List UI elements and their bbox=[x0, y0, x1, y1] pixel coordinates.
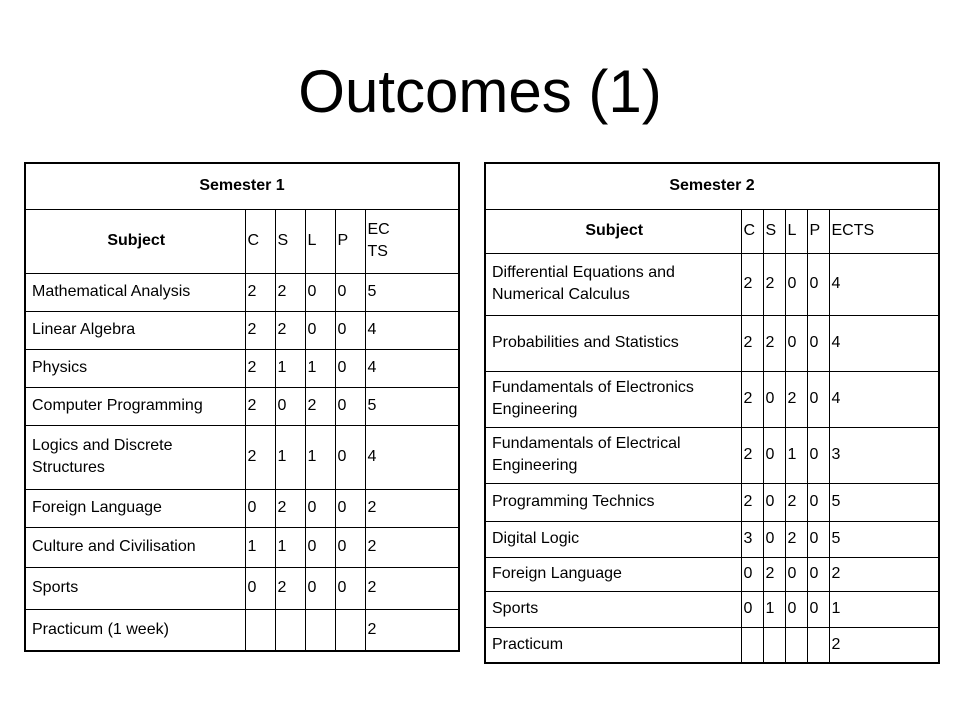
p-cell: 0 bbox=[335, 311, 365, 349]
table-row bbox=[485, 557, 939, 591]
c-cell: 0 bbox=[741, 591, 763, 627]
c-cell bbox=[245, 609, 275, 651]
ects-cell: 3 bbox=[829, 427, 939, 483]
s-cell: 1 bbox=[275, 527, 305, 567]
p-cell: 0 bbox=[807, 253, 829, 315]
table-row bbox=[25, 387, 459, 425]
s-cell: 0 bbox=[763, 371, 785, 427]
ects-cell: 2 bbox=[365, 489, 459, 527]
table-row bbox=[485, 627, 939, 663]
l-cell: 2 bbox=[785, 483, 807, 521]
table-row bbox=[25, 609, 459, 651]
column-header-l: L bbox=[785, 209, 807, 253]
subject-cell: Physics bbox=[25, 349, 245, 387]
subject-cell: Sports bbox=[25, 567, 245, 609]
s-cell: 0 bbox=[275, 387, 305, 425]
s-cell: 2 bbox=[763, 315, 785, 371]
ects-cell: 5 bbox=[829, 521, 939, 557]
p-cell: 0 bbox=[335, 527, 365, 567]
c-cell: 2 bbox=[741, 253, 763, 315]
ects-cell: 4 bbox=[829, 315, 939, 371]
subject-cell: Computer Programming bbox=[25, 387, 245, 425]
c-cell: 2 bbox=[245, 311, 275, 349]
table-row bbox=[25, 311, 459, 349]
c-cell: 2 bbox=[741, 315, 763, 371]
ects-cell: 5 bbox=[365, 387, 459, 425]
l-cell: 0 bbox=[785, 591, 807, 627]
p-cell: 0 bbox=[335, 567, 365, 609]
subject-cell: Programming Technics bbox=[485, 483, 741, 521]
ects-cell: 2 bbox=[829, 627, 939, 663]
c-cell: 0 bbox=[245, 567, 275, 609]
semester-1-table bbox=[24, 162, 460, 652]
table-row bbox=[485, 591, 939, 627]
s-cell: 0 bbox=[763, 521, 785, 557]
p-cell bbox=[335, 609, 365, 651]
l-cell: 1 bbox=[785, 427, 807, 483]
c-cell: 0 bbox=[245, 489, 275, 527]
p-cell: 0 bbox=[335, 273, 365, 311]
ects-cell: 4 bbox=[365, 311, 459, 349]
s-cell: 2 bbox=[275, 311, 305, 349]
s-cell: 2 bbox=[275, 567, 305, 609]
c-cell: 2 bbox=[741, 371, 763, 427]
p-cell: 0 bbox=[807, 315, 829, 371]
c-cell: 3 bbox=[741, 521, 763, 557]
s-cell bbox=[275, 609, 305, 651]
ects-cell: 2 bbox=[365, 527, 459, 567]
column-header-l: L bbox=[305, 209, 335, 273]
ects-cell: 4 bbox=[829, 371, 939, 427]
subject-cell: Probabilities and Statistics bbox=[485, 315, 741, 371]
subject-cell: Fundamentals of Electronics Engineering bbox=[485, 371, 741, 427]
semester-2-heading: Semester 2 bbox=[485, 163, 939, 209]
column-header-ects bbox=[365, 209, 459, 273]
p-cell: 0 bbox=[335, 489, 365, 527]
s-cell: 1 bbox=[275, 349, 305, 387]
table-row bbox=[485, 253, 939, 315]
p-cell: 0 bbox=[807, 371, 829, 427]
semester-1-heading: Semester 1 bbox=[25, 163, 459, 209]
l-cell: 0 bbox=[305, 311, 335, 349]
column-header-ects-label: EC TS bbox=[367, 221, 390, 260]
table-row bbox=[485, 483, 939, 521]
subject-cell: Mathematical Analysis bbox=[25, 273, 245, 311]
c-cell: 2 bbox=[245, 273, 275, 311]
ects-cell: 2 bbox=[829, 557, 939, 591]
semester-2-table bbox=[484, 162, 940, 664]
s-cell: 2 bbox=[763, 253, 785, 315]
c-cell bbox=[741, 627, 763, 663]
subject-cell: Practicum bbox=[485, 627, 741, 663]
ects-cell: 2 bbox=[365, 609, 459, 651]
table-row bbox=[25, 527, 459, 567]
ects-cell: 2 bbox=[365, 567, 459, 609]
s-cell: 1 bbox=[275, 425, 305, 489]
p-cell: 0 bbox=[807, 483, 829, 521]
c-cell: 1 bbox=[245, 527, 275, 567]
column-header-c: C bbox=[741, 209, 763, 253]
table-row bbox=[485, 371, 939, 427]
l-cell: 0 bbox=[785, 315, 807, 371]
c-cell: 2 bbox=[741, 483, 763, 521]
subject-cell: Foreign Language bbox=[485, 557, 741, 591]
subject-cell: Linear Algebra bbox=[25, 311, 245, 349]
p-cell: 0 bbox=[807, 591, 829, 627]
p-cell: 0 bbox=[807, 521, 829, 557]
column-header-p: P bbox=[807, 209, 829, 253]
c-cell: 2 bbox=[245, 387, 275, 425]
subject-cell: Logics and Discrete Structures bbox=[25, 425, 245, 489]
column-header-ects: ECTS bbox=[829, 209, 939, 253]
l-cell: 0 bbox=[785, 253, 807, 315]
l-cell: 2 bbox=[785, 371, 807, 427]
table-row bbox=[25, 567, 459, 609]
s-cell: 2 bbox=[275, 273, 305, 311]
ects-cell: 4 bbox=[365, 349, 459, 387]
l-cell: 1 bbox=[305, 349, 335, 387]
column-header-s: S bbox=[763, 209, 785, 253]
table-row bbox=[25, 425, 459, 489]
ects-cell: 5 bbox=[829, 483, 939, 521]
l-cell: 2 bbox=[305, 387, 335, 425]
s-cell: 1 bbox=[763, 591, 785, 627]
l-cell: 0 bbox=[305, 567, 335, 609]
subject-cell: Culture and Civilisation bbox=[25, 527, 245, 567]
l-cell bbox=[305, 609, 335, 651]
column-header-p: P bbox=[335, 209, 365, 273]
semester-2-column-header-row bbox=[485, 209, 939, 253]
ects-cell: 4 bbox=[829, 253, 939, 315]
c-cell: 2 bbox=[245, 349, 275, 387]
subject-cell: Differential Equations and Numerical Calculus bbox=[485, 253, 741, 315]
s-cell: 0 bbox=[763, 483, 785, 521]
c-cell: 0 bbox=[741, 557, 763, 591]
ects-cell: 1 bbox=[829, 591, 939, 627]
table-row bbox=[485, 427, 939, 483]
column-header-subject: Subject bbox=[485, 209, 741, 253]
p-cell: 0 bbox=[807, 427, 829, 483]
subject-cell: Fundamentals of Electrical Engineering bbox=[485, 427, 741, 483]
table-row bbox=[25, 273, 459, 311]
ects-cell: 4 bbox=[365, 425, 459, 489]
subject-cell: Digital Logic bbox=[485, 521, 741, 557]
p-cell: 0 bbox=[335, 387, 365, 425]
p-cell: 0 bbox=[335, 349, 365, 387]
s-cell bbox=[763, 627, 785, 663]
l-cell: 0 bbox=[305, 527, 335, 567]
semester-1-column-header-row bbox=[25, 209, 459, 273]
c-cell: 2 bbox=[741, 427, 763, 483]
c-cell: 2 bbox=[245, 425, 275, 489]
s-cell: 2 bbox=[763, 557, 785, 591]
s-cell: 0 bbox=[763, 427, 785, 483]
p-cell bbox=[807, 627, 829, 663]
table-row bbox=[25, 349, 459, 387]
l-cell: 0 bbox=[785, 557, 807, 591]
subject-cell: Foreign Language bbox=[25, 489, 245, 527]
subject-cell: Practicum (1 week) bbox=[25, 609, 245, 651]
l-cell: 2 bbox=[785, 521, 807, 557]
column-header-s: S bbox=[275, 209, 305, 273]
l-cell: 0 bbox=[305, 489, 335, 527]
page-title: Outcomes (1) bbox=[298, 58, 662, 125]
subject-cell: Sports bbox=[485, 591, 741, 627]
ects-cell: 5 bbox=[365, 273, 459, 311]
table-row bbox=[485, 315, 939, 371]
l-cell bbox=[785, 627, 807, 663]
column-header-c: C bbox=[245, 209, 275, 273]
table-row bbox=[25, 489, 459, 527]
table-row bbox=[485, 521, 939, 557]
l-cell: 1 bbox=[305, 425, 335, 489]
l-cell: 0 bbox=[305, 273, 335, 311]
column-header-subject: Subject bbox=[25, 209, 245, 273]
s-cell: 2 bbox=[275, 489, 305, 527]
p-cell: 0 bbox=[807, 557, 829, 591]
p-cell: 0 bbox=[335, 425, 365, 489]
